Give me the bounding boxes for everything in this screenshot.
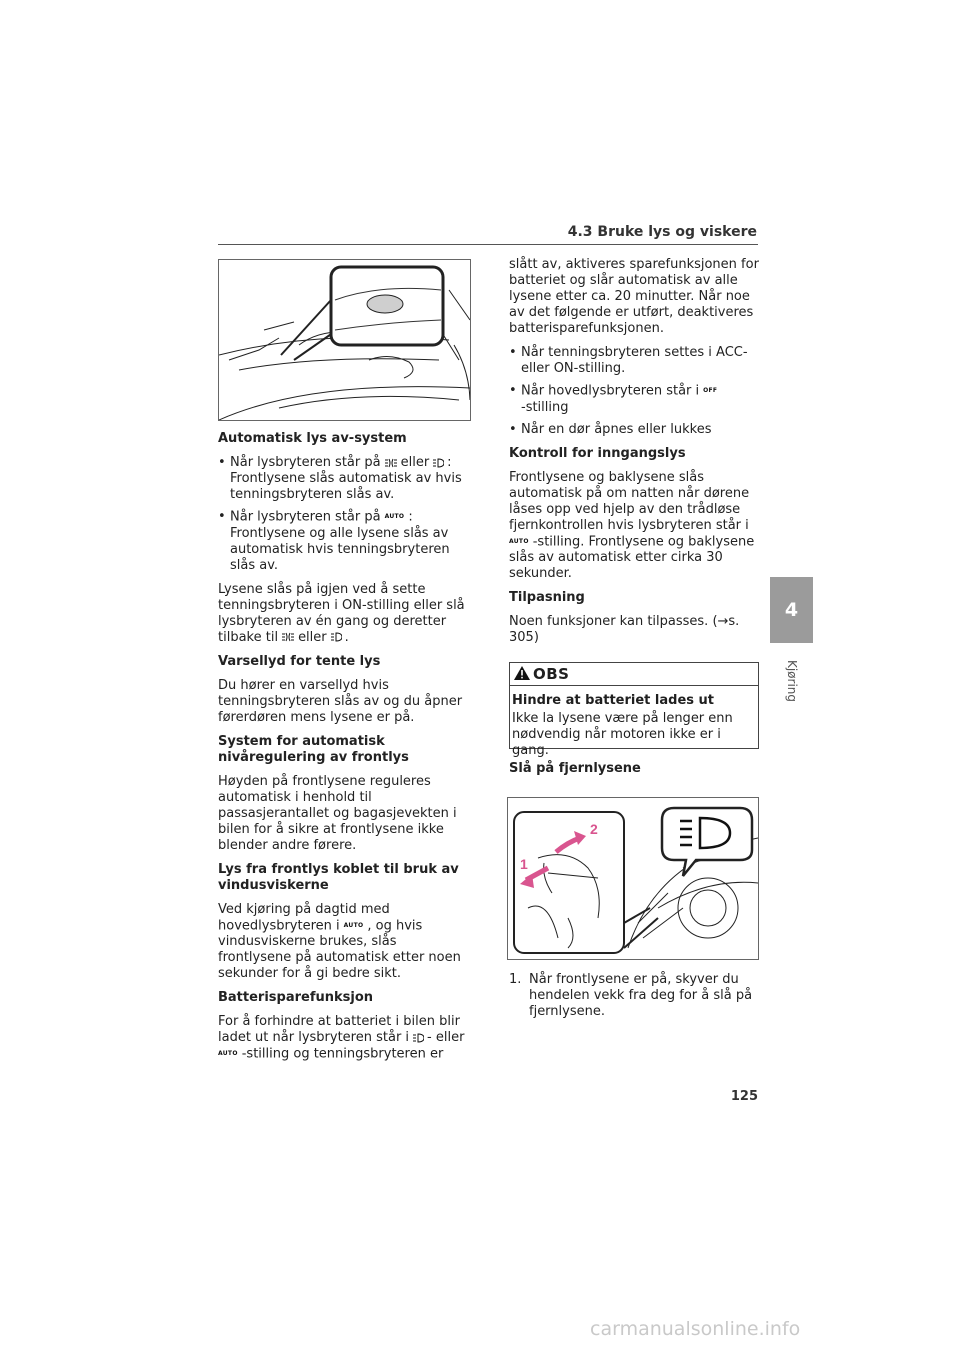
custom-heading: Tilpasning [509, 590, 585, 605]
leveling-heading: System for automatisk nivåregulering av frontlys [218, 733, 409, 765]
text: Frontlysene og baklysene slås automatisk på om natten når dørene låses opp ved hjelp av den trådløse fjernkontrollen hvis lysbryteren står i [509, 469, 750, 533]
headlight-icon [412, 1033, 424, 1043]
text: Når hovedlysbryteren står i [521, 383, 700, 399]
obs-heading: Hindre at batteriet lades ut [512, 693, 714, 708]
step-list [509, 972, 761, 1020]
text: Ved kjøring på dagtid med hovedlysbryteren i [218, 901, 390, 933]
text: : [408, 509, 413, 525]
auto-off-list [218, 455, 470, 574]
obs-body [510, 686, 758, 759]
text: Når lysbryteren står på [230, 509, 381, 525]
text: For å forhindre at batteriet i bilen blir ladet ut når lysbryteren står i [218, 1014, 460, 1045]
off-icon: OFF [703, 387, 718, 394]
obs-title: OBS [533, 665, 570, 683]
text: -stilling. Frontlysene og baklysene slås av automatisk etter cirka 30 sekunder. [509, 534, 755, 581]
text: Frontlysene og alle lysene slås av automatisk hvis tenningsbryteren slås av. [230, 525, 450, 573]
chapter-tab [770, 577, 813, 643]
high-beam-heading: Slå på fjernlysene [509, 761, 641, 776]
list-item: • Når en dør åpnes eller lukkes [509, 422, 761, 438]
obs-caution-box [509, 662, 759, 758]
paragraph [218, 902, 470, 983]
text: Når lysbryteren står på [230, 455, 381, 470]
high-beam-figure [507, 797, 759, 960]
text: : [447, 455, 452, 470]
leveling-text: Høyden på frontlysene reguleres automatisk i henhold til passasjerantallet og bagasjevekten i bilen for å sikre at frontlysene ikke blender andre førere. [218, 773, 457, 853]
text: -stilling [521, 399, 569, 415]
watermark: carmanualsonline.info [590, 1318, 801, 1340]
auto-icon: AUTO [218, 1050, 238, 1057]
paragraph [509, 470, 761, 583]
figure-label-2: 2 [590, 821, 598, 837]
right-column [509, 257, 761, 654]
left-column [218, 431, 470, 1071]
battery-continued: slått av, aktiveres sparefunksjonen for batteriet og slår automatisk av alle lysene etter ca. 20 minutter. Når noe av det følgende er utført, deaktiveres batterisparefunksjonen. [509, 257, 759, 336]
chapter-number: 4 [784, 599, 799, 621]
warning-text: Du hører en varsellyd hvis tenningsbryteren slås av og du åpner førerdøren mens lysene er på. [218, 677, 463, 725]
battery-list [509, 345, 761, 438]
section-title: 4.3 Bruke lys og viskere [567, 224, 757, 240]
header-rule [218, 244, 758, 245]
list-item [218, 509, 470, 574]
auto-icon: AUTO [509, 537, 529, 545]
paragraph [218, 1014, 470, 1063]
text: Frontlysene slås automatisk av hvis tenningsbryteren slås av. [230, 471, 462, 502]
obs-header [510, 663, 758, 686]
text: eller [298, 629, 327, 645]
text: Lysene slås på igjen ved å sette tenningsbryteren i ON-stilling eller slå lysbryteren av én gang og deretter tilbake til [218, 581, 465, 645]
text: , og hvis vindusviskerne brukes, slås frontlysene på automatisk etter noen sekunder for å gi bedre sikt. [218, 918, 461, 981]
auto-icon: AUTO [343, 921, 364, 929]
entry-heading: Kontroll for inngangslys [509, 445, 686, 461]
auto-icon: AUTO [384, 513, 405, 520]
custom-text: Noen funksjoner kan tilpasses. (→s. 305) [509, 614, 740, 645]
headlight-icon [432, 458, 444, 468]
figure-label-1: 1 [520, 856, 528, 872]
page-number: 125 [730, 1089, 758, 1104]
headlight-icon [330, 632, 342, 642]
warning-triangle-icon [514, 665, 530, 684]
text: eller [400, 455, 430, 470]
text: -stilling og tenningsbryteren er [241, 1046, 444, 1062]
step-text: Når frontlysene er på, skyver du hendelen vekk fra deg for å slå på fjernlysene. [529, 972, 753, 1019]
light-sensor-figure [218, 259, 471, 421]
text: . [344, 629, 349, 645]
warning-heading: Varsellyd for tente lys [218, 653, 381, 669]
step-item [509, 972, 761, 1020]
obs-text: Ikke la lysene være på lenger enn nødvendig når motoren ikke er i gang. [512, 711, 733, 758]
list-item [218, 455, 470, 503]
chapter-label: Kjøring [784, 659, 799, 703]
auto-off-heading: Automatisk lys av-system [218, 431, 407, 446]
paragraph [218, 582, 470, 646]
wipers-heading: Lys fra frontlys koblet til bruk av vindusviskerne [218, 861, 459, 893]
list-item: • Når tenningsbryteren settes i ACC- eller ON-stilling. [509, 345, 761, 377]
step-number: 1. [509, 972, 522, 987]
tail-light-icon [281, 632, 295, 642]
high-beam-section [509, 761, 761, 785]
tail-light-icon [384, 458, 398, 468]
list-item [509, 383, 761, 416]
battery-heading: Batterisparefunksjon [218, 990, 374, 1005]
text: - eller [427, 1030, 465, 1045]
chapter-label-wrap [762, 651, 822, 711]
